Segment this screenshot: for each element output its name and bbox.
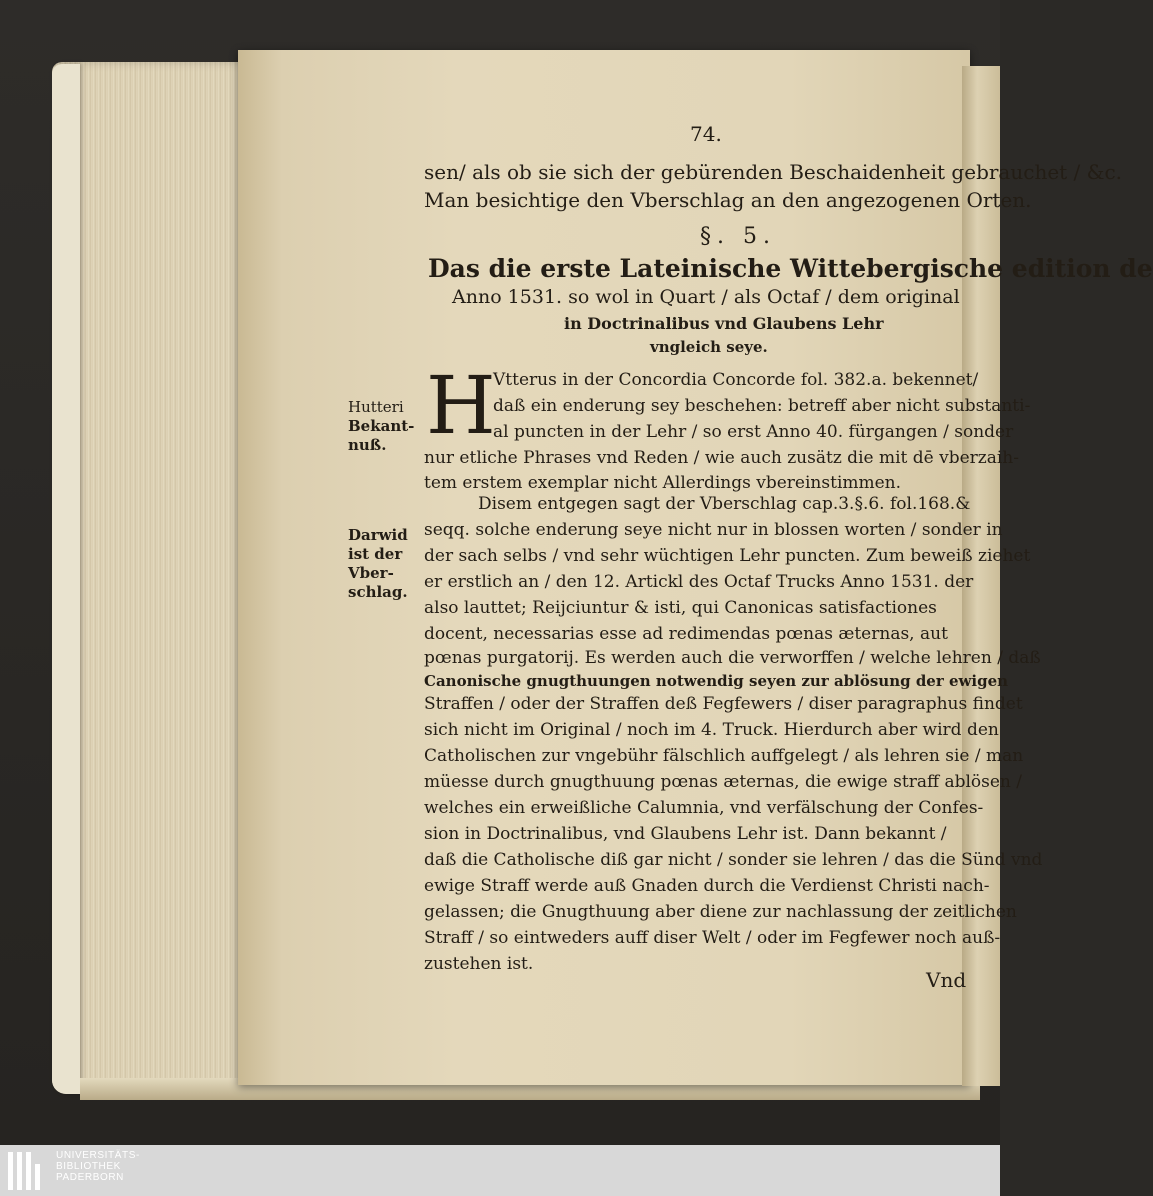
- body-line: Vtterus in der Concordia Concorde fol. 382.a. bekennet/: [493, 370, 979, 390]
- body-line: der sach selbs / vnd sehr wüchtigen Lehr puncten. Zum beweiß ziehet: [424, 546, 1031, 566]
- body-line: welches ein erweißliche Calumnia, vnd verfälschung der Confes-: [424, 798, 984, 818]
- text-line: Man besichtige den Vberschlag an den angezogenen Orten.: [424, 188, 1032, 212]
- text-line: sen/ als ob sie sich der gebürenden Beschaidenheit gebrauchet / &c.: [424, 160, 1123, 184]
- catchword: Vnd: [926, 968, 967, 992]
- library-footer-bar: [0, 1145, 1000, 1196]
- heading-line: vngleich seye.: [650, 338, 768, 356]
- body-line: nur etliche Phrases vnd Reden / wie auch zusätz die mit dē vberzaih-: [424, 448, 1019, 468]
- heading-line: Das die erste Lateinische Wittebergische edition de: [428, 254, 1153, 283]
- body-line: also lauttet; Reijciuntur & isti, qui Canonicas satisfactiones: [424, 598, 937, 618]
- margin-note-line: nuß.: [348, 436, 387, 454]
- body-line: Straff / so eintweders auff diser Welt / oder im Fegfewer noch auß-: [424, 928, 1001, 948]
- library-logo-text: UNIVERSITÄTS-: [56, 1150, 140, 1161]
- margin-note-line: Vber-: [348, 564, 394, 582]
- margin-note-line: Darwid: [348, 526, 408, 544]
- body-line: Disem entgegen sagt der Vberschlag cap.3.§.6. fol.168.&: [478, 494, 971, 514]
- body-line: Straffen / oder der Straffen deß Fegfewers / diser paragraphus findet: [424, 694, 1023, 714]
- heading-line: Anno 1531. so wol in Quart / als Octaf / dem original: [452, 286, 960, 308]
- body-line: daß die Catholische diß gar nicht / sonder sie lehren / das die Sünd vnd: [424, 850, 1043, 870]
- body-line: ewige Straff werde auß Gnaden durch die Verdienst Christi nach-: [424, 876, 990, 896]
- body-line: tem erstem exemplar nicht Allerdings vbereinstimmen.: [424, 473, 902, 493]
- body-line: daß ein enderung sey beschehen: betreff aber nicht substanti-: [493, 396, 1031, 416]
- body-line: Canonische gnugthuungen notwendig seyen zur ablösung der ewigen: [424, 672, 1009, 690]
- library-logo-icon: [8, 1152, 48, 1190]
- section-number: §. 5.: [700, 224, 776, 249]
- body-line: er erstlich an / den 12. Artickl des Octaf Trucks Anno 1531. der: [424, 572, 974, 592]
- margin-note-line: Bekant-: [348, 417, 415, 435]
- library-logo-text: BIBLIOTHEK: [56, 1161, 121, 1172]
- page-number: 74.: [690, 122, 722, 146]
- heading-line: in Doctrinalibus vnd Glaubens Lehr: [564, 314, 884, 333]
- body-line: pœnas purgatorij. Es werden auch die verworffen / welche lehren / daß: [424, 648, 1041, 668]
- margin-note: [348, 526, 408, 602]
- body-line: gelassen; die Gnugthuung aber diene zur nachlassung der zeitlichen: [424, 902, 1017, 922]
- library-logo-text: PADERBORN: [56, 1172, 125, 1183]
- body-line: zustehen ist.: [424, 954, 534, 974]
- body-line: sion in Doctrinalibus, vnd Glaubens Lehr ist. Dann bekannt /: [424, 824, 947, 844]
- book-fore-edge: [52, 62, 252, 1094]
- body-line: Catholischen zur vngebühr fälschlich auffgelegt / als lehren sie / man: [424, 746, 1024, 766]
- drop-cap-initial: H: [426, 359, 496, 452]
- margin-note-line: Hutteri: [348, 398, 404, 416]
- body-line: docent, necessarias esse ad redimendas pœnas æternas, aut: [424, 624, 948, 644]
- body-line: müesse durch gnugthuung pœnas æternas, die ewige straff ablösen /: [424, 772, 1022, 792]
- margin-note-line: ist der: [348, 545, 403, 563]
- body-line: sich nicht im Original / noch im 4. Truck. Hierdurch aber wird den: [424, 720, 999, 740]
- margin-note: [348, 398, 414, 455]
- body-line: seqq. solche enderung seye nicht nur in blossen worten / sonder in: [424, 520, 1003, 540]
- margin-note-line: schlag.: [348, 583, 408, 601]
- body-line: al puncten in der Lehr / so erst Anno 40. fürgangen / sonder: [493, 422, 1014, 442]
- book-cover-edge: [52, 64, 80, 1094]
